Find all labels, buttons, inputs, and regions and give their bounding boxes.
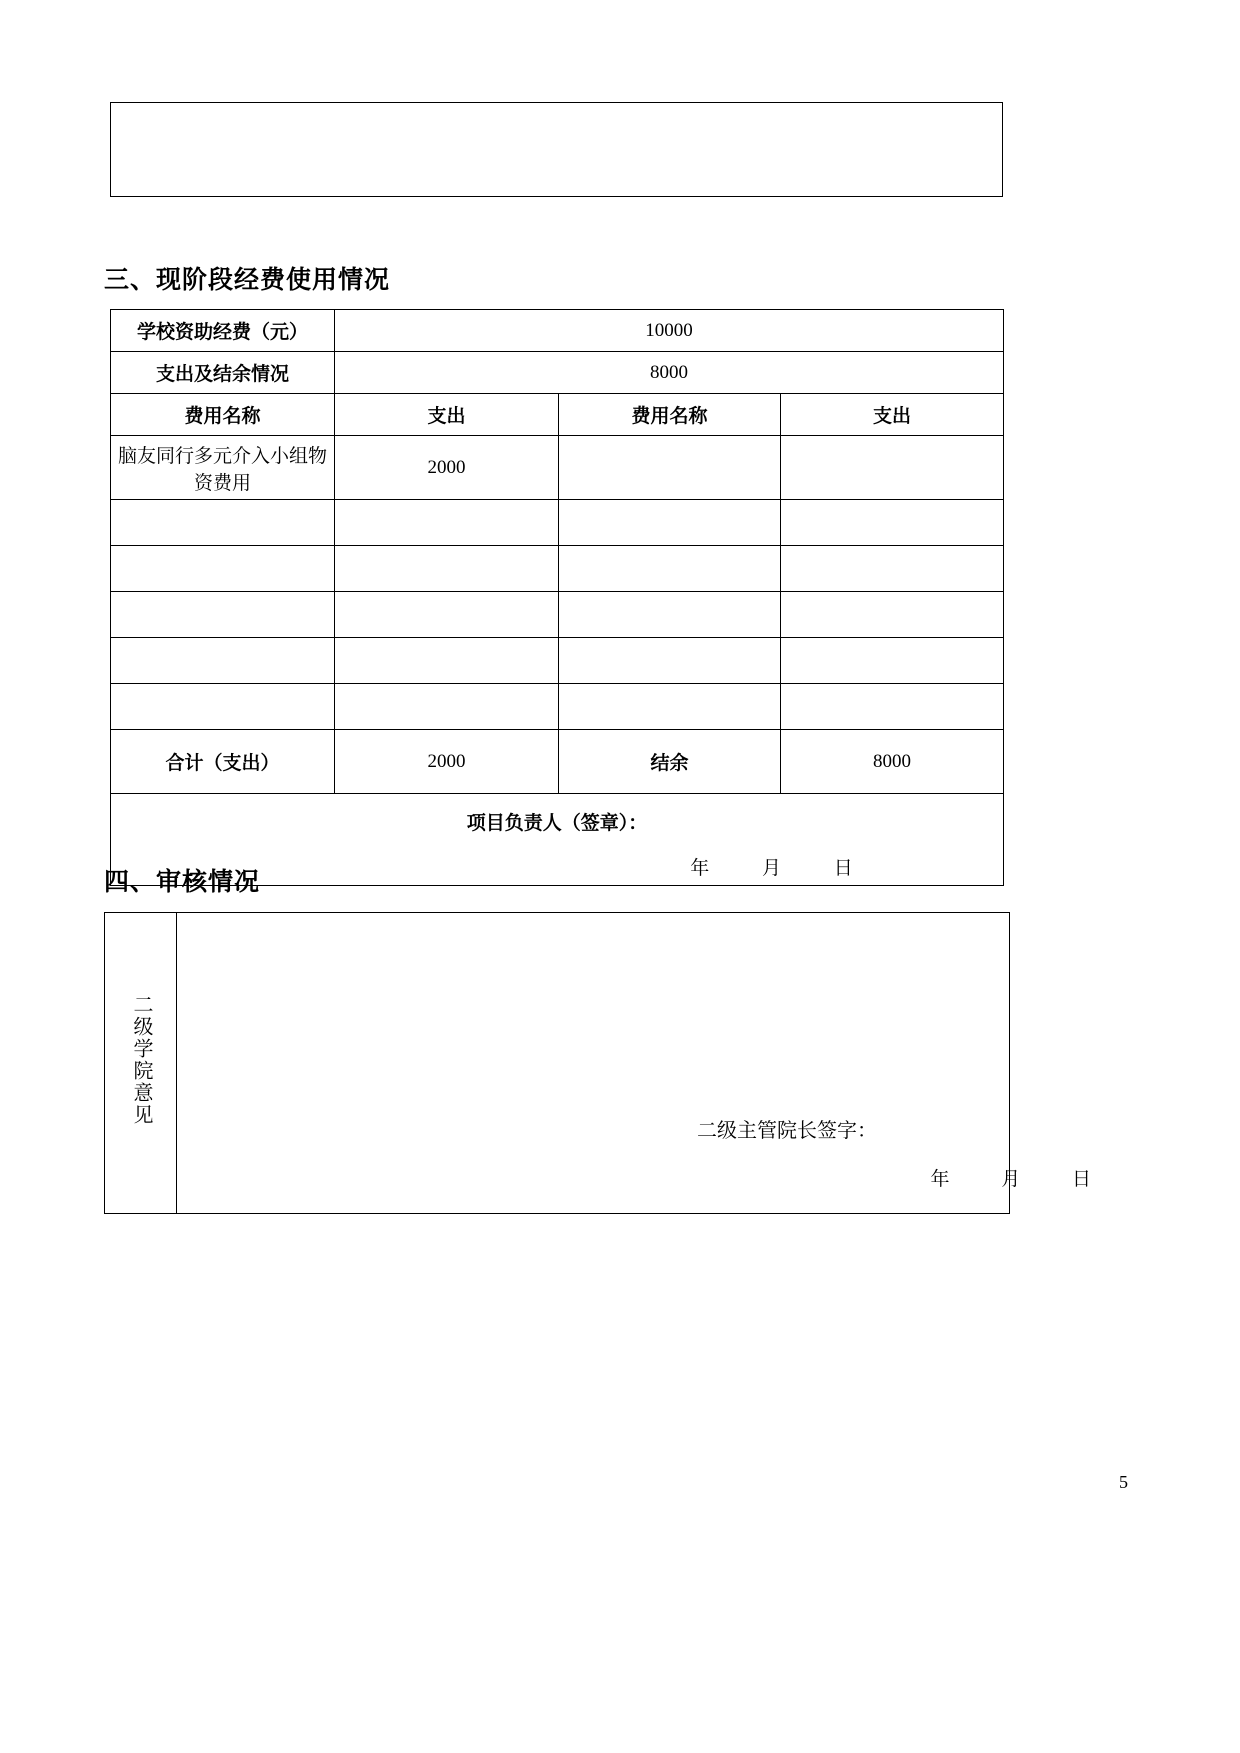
item3-expense: [335, 546, 559, 592]
review-date-month-label: 月: [1001, 1169, 1021, 1190]
item3-name-right: [559, 546, 781, 592]
expense-balance-value: 8000: [335, 352, 1004, 394]
table-row: [111, 436, 1004, 500]
item5-name: [111, 638, 335, 684]
school-grant-label: 学校资助经费（元）: [111, 310, 335, 352]
item4-expense-right: [781, 592, 1004, 638]
header-expense-left: 支出: [335, 394, 559, 436]
dean-signature-label: 二级主管院长签字：: [697, 1120, 877, 1142]
header-name-right: 费用名称: [559, 394, 781, 436]
date-month-label: 月: [762, 858, 783, 879]
item2-expense: [335, 500, 559, 546]
school-grant-value: 10000: [335, 310, 1004, 352]
date-day-label: 日: [833, 858, 854, 879]
table-row: [111, 592, 1004, 638]
table-row: [111, 310, 1004, 352]
review-side-label-cell: [105, 913, 177, 1214]
item6-name: [111, 684, 335, 730]
item1-expense: 2000: [335, 436, 559, 500]
item4-name: [111, 592, 335, 638]
balance-label: 结余: [559, 730, 781, 794]
item5-name-right: [559, 638, 781, 684]
table-row: [111, 500, 1004, 546]
item2-name: [111, 500, 335, 546]
item5-expense: [335, 638, 559, 684]
item6-name-right: [559, 684, 781, 730]
item1-name: 脑友同行多元介入小组物资费用: [111, 436, 335, 500]
item3-name: [111, 546, 335, 592]
review-date-line: [907, 1164, 1115, 1191]
header-expense-right: 支出: [781, 394, 1004, 436]
item4-expense: [335, 592, 559, 638]
item4-name-right: [559, 592, 781, 638]
review-side-label: 二级学院意见: [130, 994, 152, 1126]
table-row: [111, 352, 1004, 394]
item6-expense: [335, 684, 559, 730]
table-total-row: [111, 730, 1004, 794]
page-number: 5: [1119, 1472, 1128, 1492]
item3-expense-right: [781, 546, 1004, 592]
balance-value: 8000: [781, 730, 1004, 794]
item1-expense-right: [781, 436, 1004, 500]
section-heading-four: 四、审核情况: [104, 867, 261, 896]
review-date-day-label: 日: [1071, 1169, 1091, 1190]
date-year-label: 年: [690, 858, 711, 879]
item6-expense-right: [781, 684, 1004, 730]
item5-expense-right: [781, 638, 1004, 684]
item1-name-right: [559, 436, 781, 500]
review-date-year-label: 年: [930, 1169, 950, 1190]
top-empty-box: [110, 102, 1003, 197]
item2-expense-right: [781, 500, 1004, 546]
expense-balance-label: 支出及结余情况: [111, 352, 335, 394]
table-row: [111, 684, 1004, 730]
header-name-left: 费用名称: [111, 394, 335, 436]
review-opinion-table: [104, 912, 1091, 1214]
project-leader-signature-label: 项目负责人（签章）：: [466, 813, 648, 834]
item2-name-right: [559, 500, 781, 546]
section-heading-three: 三、现阶段经费使用情况: [104, 265, 391, 294]
table-row: [111, 638, 1004, 684]
table-row: [111, 546, 1004, 592]
funds-usage-table: [110, 309, 1004, 886]
table-header-row: [111, 394, 1004, 436]
review-opinion-body[interactable]: [177, 913, 1091, 1214]
total-value: 2000: [335, 730, 559, 794]
table-row: [105, 913, 1010, 1214]
total-label: 合计（支出）: [111, 730, 335, 794]
